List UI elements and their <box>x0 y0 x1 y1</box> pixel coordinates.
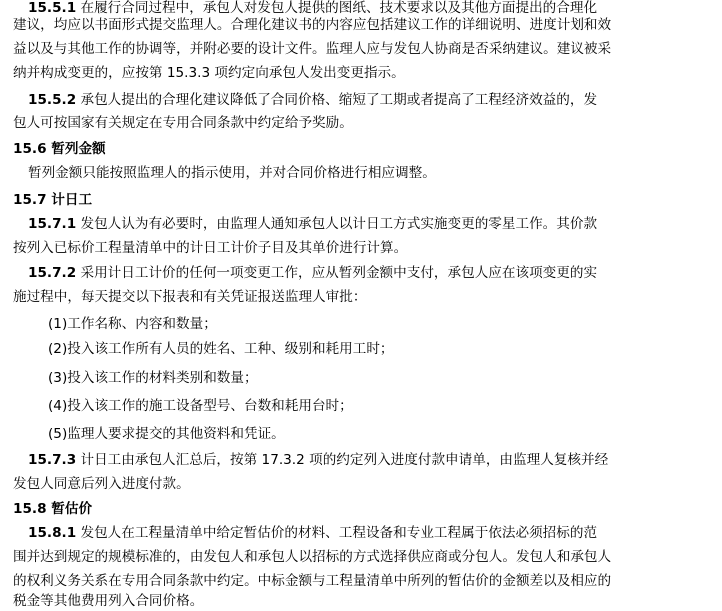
clause-15-7-1-line-1 <box>28 212 722 236</box>
clause-number: 15.7.1 <box>28 216 77 232</box>
list-item: (5)监理人要求提交的其他资料和凭证。 <box>48 426 285 442</box>
clause-15-5-1-line-2: 建议，均应以书面形式提交监理人。合理化建议书的内容应包括建议工作的详细说明、进度计划和效 <box>13 17 612 33</box>
list-item: (4)投入该工作的施工设备型号、台数和耗用台时； <box>48 398 353 414</box>
clause-text: 采用计日工计价的任何一项变更工作，应从暂列金额中支付，承包人应在该项变更的实 <box>80 265 598 281</box>
clause-15-8-1-line-2: 围并达到规定的规模标准的，由发包人和承包人以招标的方式选择供应商或分包人。发包人和承包人 <box>13 549 612 565</box>
clause-15-5-1-line-3: 益以及与其他工作的协调等，并附必要的设计文件。监理人应与发包人协商是否采纳建议。建议被采 <box>13 41 612 57</box>
section-heading-15-6: 15.6 暂列金额 <box>13 141 106 157</box>
clause-15-7-2-line-1 <box>28 261 722 285</box>
clause-text: 在履行合同过程中，承包人对发包人提供的图纸、技术要求以及其他方面提出的合理化 <box>80 0 598 16</box>
section-heading-15-7: 15.7 计日工 <box>13 192 93 208</box>
clause-text: 发包人在工程量清单中给定暂估价的材料、工程设备和专业工程属于依法必须招标的范 <box>80 525 598 541</box>
list-item: (2)投入该工作所有人员的姓名、工种、级别和耗用工时； <box>48 341 394 357</box>
clause-15-8-1-line-3: 的权利义务关系在专用合同条款中约定。中标金额与工程量清单中所列的暂估价的金额差以及相应的 <box>13 573 612 589</box>
clause-text: 承包人提出的合理化建议降低了合同价格、缩短了工期或者提高了工程经济效益的，发 <box>80 92 598 108</box>
list-item: (1)工作名称、内容和数量； <box>48 316 217 332</box>
section-heading-15-8: 15.8 暂估价 <box>13 501 93 517</box>
clause-text: 发包人认为有必要时，由监理人通知承包人以计日工方式实施变更的零星工作。其价款 <box>80 216 598 232</box>
section-15-6-text: 暂列金额只能按照监理人的指示使用，并对合同价格进行相应调整。 <box>28 165 436 181</box>
clause-15-7-2-line-2: 施过程中，每天提交以下报表和有关凭证报送监理人审批： <box>13 289 367 305</box>
list-item: (3)投入该工作的材料类别和数量； <box>48 370 258 386</box>
clause-number: 15.7.3 <box>28 452 77 468</box>
clause-15-8-1-line-1 <box>28 521 722 545</box>
clause-15-7-3-line-1 <box>28 448 722 472</box>
clause-number: 15.5.2 <box>28 92 77 108</box>
clause-15-5-1-line-4: 纳并构成变更的，应按第 15.3.3 项约定向承包人发出变更指示。 <box>13 65 405 81</box>
clause-15-7-1-line-2: 按列入已标价工程量清单中的计日工计价子目及其单价进行计算。 <box>13 240 408 256</box>
clause-15-5-2-line-1 <box>28 88 722 112</box>
clause-number: 15.8.1 <box>28 525 77 541</box>
clause-text: 计日工由承包人汇总后，按第 17.3.2 项的约定列入进度付款申请单，由监理人复核并经 <box>80 452 609 468</box>
clause-15-5-2-line-2: 包人可按国家有关规定在专用合同条款中约定给予奖励。 <box>13 115 353 131</box>
clause-15-7-3-line-2: 发包人同意后列入进度付款。 <box>13 476 190 492</box>
clause-number: 15.5.1 <box>28 0 77 16</box>
clause-15-8-1-line-4: 税金等其他费用列入合同价格。 <box>13 593 204 609</box>
clause-number: 15.7.2 <box>28 265 77 281</box>
